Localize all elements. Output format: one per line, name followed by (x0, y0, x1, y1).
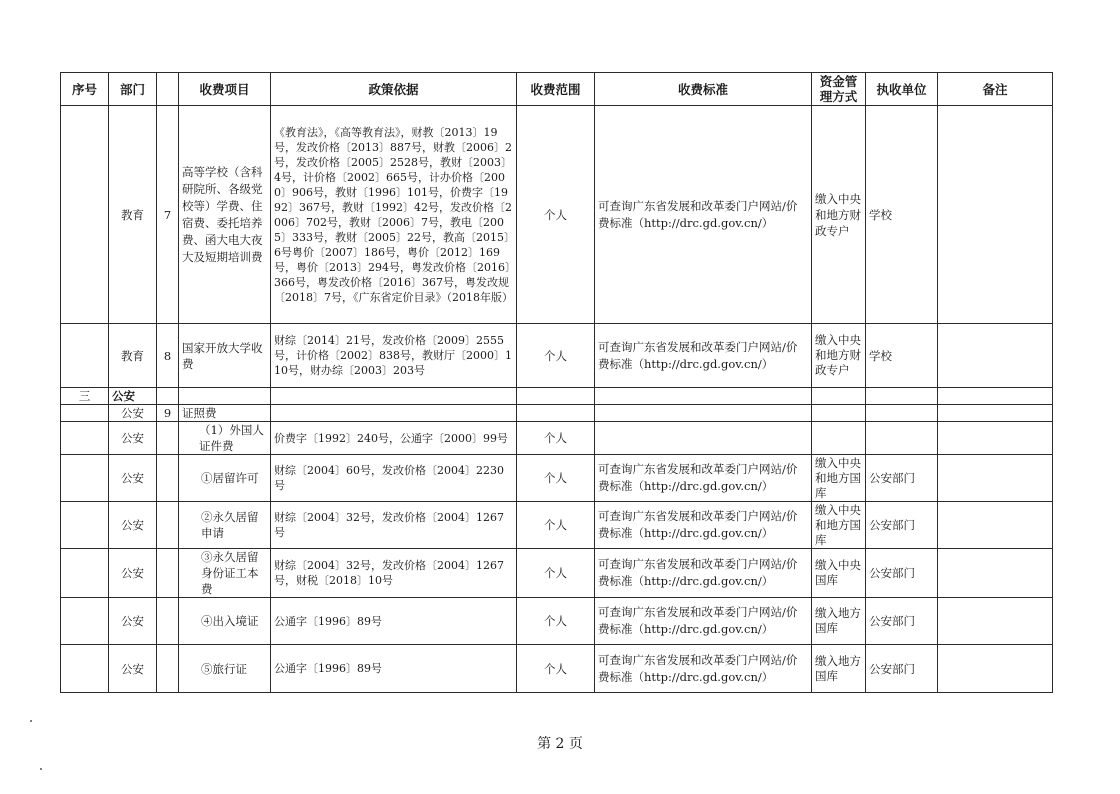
header-item: 收费项目 (179, 73, 271, 106)
cell-dept: 教育 (109, 324, 157, 388)
cell-fund: 缴入中央国库 (812, 549, 866, 598)
cell-unit: 公安部门 (866, 549, 938, 598)
cell-unit: 学校 (866, 106, 938, 324)
cell-note (938, 388, 1053, 405)
cell-num (157, 455, 179, 502)
cell-scope: 个人 (517, 455, 595, 502)
cell-note (938, 645, 1053, 693)
cell-note (938, 106, 1053, 324)
cell-fund (812, 405, 866, 422)
table-row (61, 502, 1053, 549)
cell-fund (812, 422, 866, 455)
cell-standard: 可查询广东省发展和改革委门户网站/价费标准（http://drc.gd.gov.cn/） (595, 645, 812, 693)
cell-standard: 可查询广东省发展和改革委门户网站/价费标准（http://drc.gd.gov.cn/） (595, 324, 812, 388)
cell-note (938, 405, 1053, 422)
cell-unit: 公安部门 (866, 645, 938, 693)
cell-standard (595, 405, 812, 422)
cell-item: ⑤旅行证 (179, 645, 271, 693)
cell-basis (271, 388, 517, 405)
cell-seq (61, 455, 109, 502)
table-row (61, 598, 1053, 645)
cell-fund: 缴入地方国库 (812, 645, 866, 693)
cell-standard (595, 422, 812, 455)
cell-basis: 财综〔2004〕32号，发改价格〔2004〕1267号 (271, 502, 517, 549)
table-row (61, 455, 1053, 502)
cell-standard: 可查询广东省发展和改革委门户网站/价费标准（http://drc.gd.gov.cn/） (595, 502, 812, 549)
cell-note (938, 422, 1053, 455)
cell-basis: 财综〔2014〕21号，发改价格〔2009〕2555号，计价格〔2002〕838号，教财厅〔2000〕110号，财办综〔2003〕203号 (271, 324, 517, 388)
cell-dept: 公安 (109, 422, 157, 455)
cell-scope: 个人 (517, 422, 595, 455)
cell-scope: 个人 (517, 106, 595, 324)
cell-seq (61, 549, 109, 598)
cell-item: ④出入境证 (179, 598, 271, 645)
cell-dept: 公安 (109, 502, 157, 549)
table-row (61, 645, 1053, 693)
cell-num: 9 (157, 405, 179, 422)
table-row (61, 549, 1053, 598)
cell-seq (61, 405, 109, 422)
cell-basis: 公通字〔1996〕89号 (271, 598, 517, 645)
cell-dept: 教育 (109, 106, 157, 324)
cell-num (157, 502, 179, 549)
cell-scope: 个人 (517, 324, 595, 388)
cell-num (157, 388, 179, 405)
cell-unit: 公安部门 (866, 455, 938, 502)
header-standard: 收费标准 (595, 73, 812, 106)
header-fund: 资金管理方式 (812, 73, 866, 106)
cell-unit: 公安部门 (866, 502, 938, 549)
cell-item: 高等学校（含科研院所、各级党校等）学费、住宿费、委托培养费、函大电大夜大及短期培训费 (179, 106, 271, 324)
header-dept: 部门 (109, 73, 157, 106)
cell-item: ②永久居留申请 (179, 502, 271, 549)
cell-fund (812, 388, 866, 405)
scan-speck (30, 720, 32, 722)
fee-table (60, 72, 1053, 693)
cell-seq (61, 502, 109, 549)
table-row (61, 324, 1053, 388)
cell-dept: 公安 (109, 405, 157, 422)
cell-seq (61, 324, 109, 388)
cell-scope: 个人 (517, 502, 595, 549)
cell-num: 8 (157, 324, 179, 388)
cell-note (938, 324, 1053, 388)
cell-num (157, 645, 179, 693)
cell-standard: 可查询广东省发展和改革委门户网站/价费标准（http://drc.gd.gov.cn/） (595, 549, 812, 598)
cell-basis: 价费字〔1992〕240号，公通字〔2000〕99号 (271, 422, 517, 455)
cell-basis: 财综〔2004〕60号，发改价格〔2004〕2230号 (271, 455, 517, 502)
header-note: 备注 (938, 73, 1053, 106)
cell-scope (517, 405, 595, 422)
cell-unit (866, 405, 938, 422)
cell-scope: 个人 (517, 549, 595, 598)
cell-seq (61, 645, 109, 693)
table-row (61, 405, 1053, 422)
cell-unit: 公安部门 (866, 598, 938, 645)
cell-seq (61, 422, 109, 455)
cell-fund: 缴入中央和地方国库 (812, 502, 866, 549)
header-num (157, 73, 179, 106)
cell-dept: 公安 (109, 645, 157, 693)
cell-note (938, 549, 1053, 598)
cell-standard: 可查询广东省发展和改革委门户网站/价费标准（http://drc.gd.gov.cn/） (595, 598, 812, 645)
cell-item: （1）外国人证件费 (179, 422, 271, 455)
cell-basis (271, 405, 517, 422)
cell-num (157, 549, 179, 598)
cell-scope: 个人 (517, 598, 595, 645)
cell-basis: 财综〔2004〕32号，发改价格〔2004〕1267号，财税〔2018〕10号 (271, 549, 517, 598)
cell-seq: 三 (61, 388, 109, 405)
header-seq: 序号 (61, 73, 109, 106)
cell-item: ①居留许可 (179, 455, 271, 502)
cell-item: 证照费 (179, 405, 271, 422)
cell-basis: 《教育法》，《高等教育法》，财教〔2013〕19号，发改价格〔2013〕887号，财教〔2006〕2号，发改价格〔2005〕2528号，教财〔2003〕4号，计价格〔2002〕665号，计办价格〔2000〕906号，教财〔1996〕101号，价费字〔1992〕367号，教财〔1992〕42号，发改价格〔2006〕702号，教财〔2006〕7号，教电〔2005〕333号，教财〔2005〕22号，教高〔2015〕6号粤价〔2007〕186号，粤价〔2012〕169号，粤价〔2013〕294号，粤发改价格〔2016〕366号，粤发改价格〔2016〕367号，粤发改规〔2018〕7号，《广东省定价目录》（2018年版） (271, 106, 517, 324)
cell-item (179, 388, 271, 405)
cell-unit (866, 422, 938, 455)
cell-scope (517, 388, 595, 405)
cell-note (938, 502, 1053, 549)
cell-fund: 缴入中央和地方财政专户 (812, 106, 866, 324)
table-row (61, 422, 1053, 455)
cell-num (157, 422, 179, 455)
cell-fund: 缴入地方国库 (812, 598, 866, 645)
cell-item: 国家开放大学收费 (179, 324, 271, 388)
cell-standard: 可查询广东省发展和改革委门户网站/价费标准（http://drc.gd.gov.cn/） (595, 106, 812, 324)
cell-seq (61, 598, 109, 645)
cell-standard (595, 388, 812, 405)
cell-scope: 个人 (517, 645, 595, 693)
table-row (61, 106, 1053, 324)
header-unit: 执收单位 (866, 73, 938, 106)
cell-standard: 可查询广东省发展和改革委门户网站/价费标准（http://drc.gd.gov.cn/） (595, 455, 812, 502)
header-basis: 政策依据 (271, 73, 517, 106)
cell-unit: 学校 (866, 324, 938, 388)
section-row (61, 388, 1053, 405)
cell-dept: 公安 (109, 388, 157, 405)
cell-dept: 公安 (109, 549, 157, 598)
cell-num: 7 (157, 106, 179, 324)
cell-note (938, 455, 1053, 502)
header-scope: 收费范围 (517, 73, 595, 106)
cell-item: ③永久居留身份证工本费 (179, 549, 271, 598)
cell-basis: 公通字〔1996〕89号 (271, 645, 517, 693)
cell-seq (61, 106, 109, 324)
cell-dept: 公安 (109, 598, 157, 645)
page-number: 第 2 页 (537, 736, 583, 752)
cell-num (157, 598, 179, 645)
scan-speck (40, 768, 42, 770)
cell-fund: 缴入中央和地方国库 (812, 455, 866, 502)
cell-dept: 公安 (109, 455, 157, 502)
cell-note (938, 598, 1053, 645)
cell-unit (866, 388, 938, 405)
cell-fund: 缴入中央和地方财政专户 (812, 324, 866, 388)
header-row (61, 73, 1053, 106)
